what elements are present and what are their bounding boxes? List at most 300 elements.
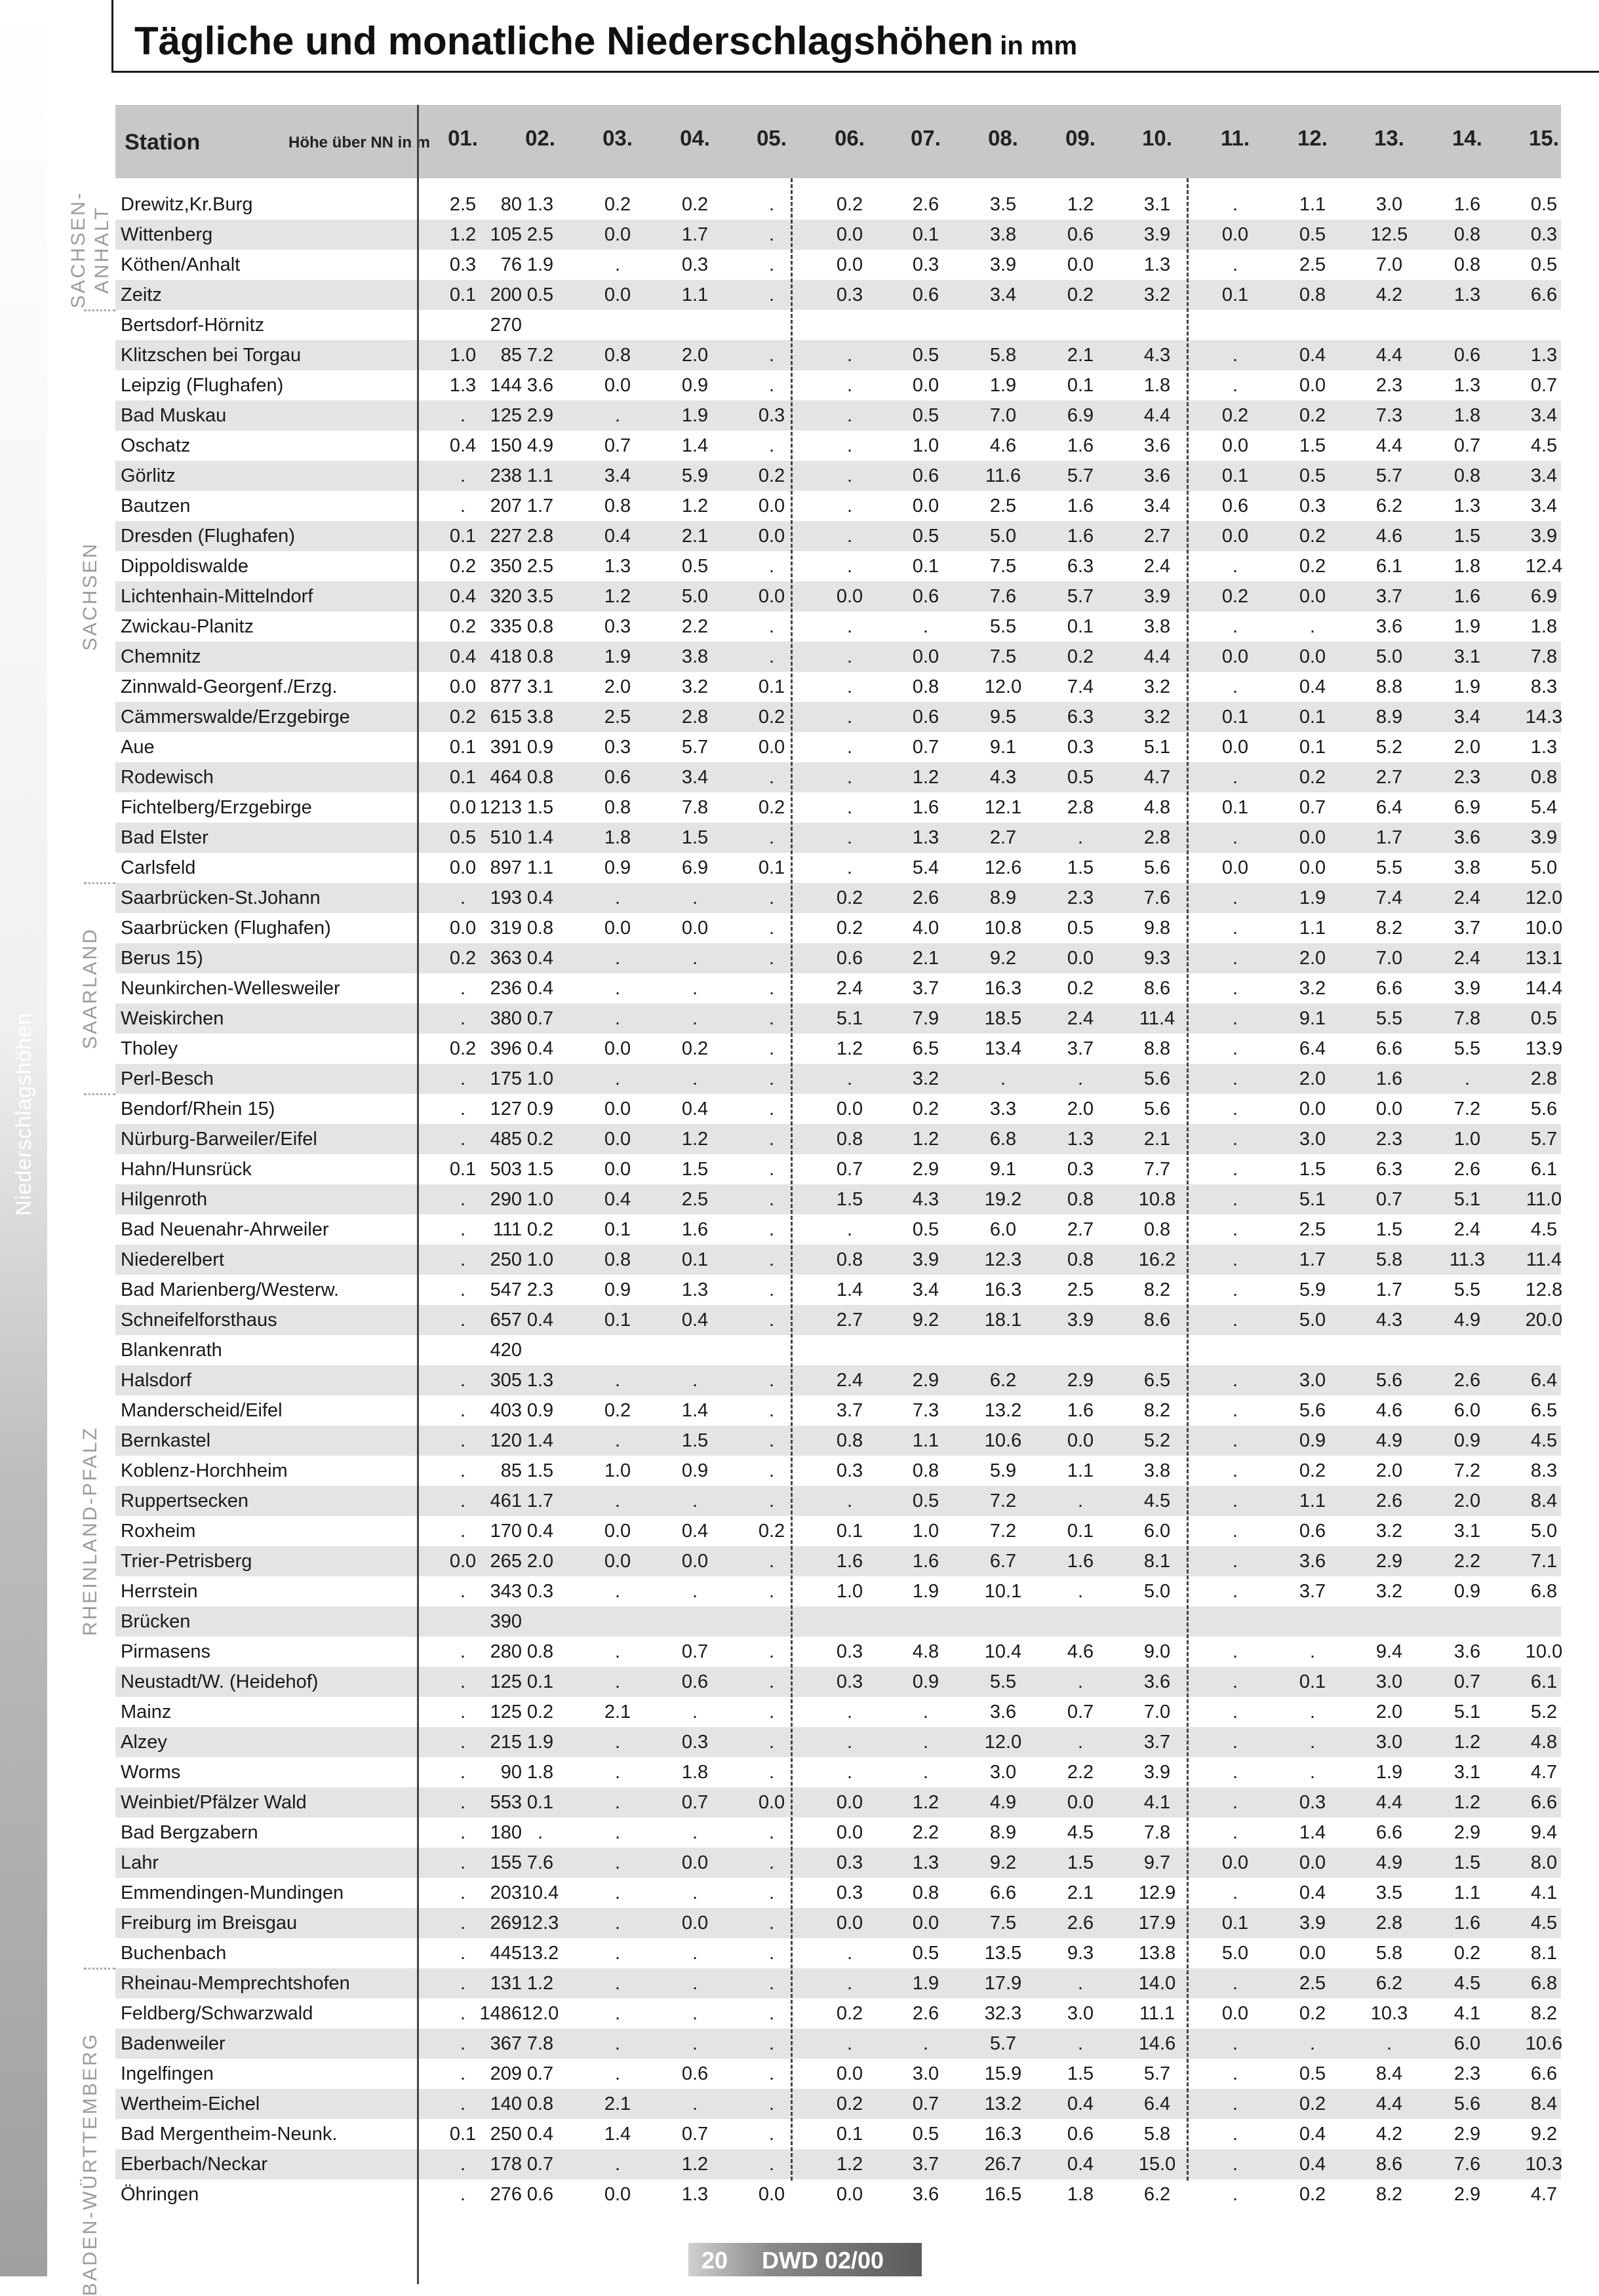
table-row xyxy=(115,431,1561,461)
table-row xyxy=(115,1456,1561,1486)
precip-cell-day-3: 1.9 xyxy=(604,646,631,667)
precip-cell-day-2: 0.7 xyxy=(526,2063,554,2084)
station-name: Köthen/Anhalt xyxy=(121,254,241,275)
precip-cell-day-2: 2.3 xyxy=(526,1279,554,1300)
precip-cell-day-8: 10.6 xyxy=(984,1430,1022,1451)
station-name: Bad Muskau xyxy=(121,405,227,426)
precip-cell-day-11: . xyxy=(1232,194,1238,215)
precip-cell-day-3: . xyxy=(614,948,621,969)
precip-cell-day-8: 7.0 xyxy=(989,405,1017,426)
precip-cell-day-8: 5.5 xyxy=(989,616,1017,637)
precip-cell-day-12: 2.5 xyxy=(1299,1973,1326,1994)
precip-cell-day-2: 1.4 xyxy=(526,1430,554,1451)
precip-cell-day-6: . xyxy=(846,556,853,577)
station-name: Brücken xyxy=(121,1611,191,1632)
precip-cell-day-1: 0.2 xyxy=(449,948,477,969)
precip-cell-day-15: 7.8 xyxy=(1530,646,1558,667)
precip-cell-day-12: 2.5 xyxy=(1299,254,1326,275)
precip-cell-day-5: . xyxy=(768,254,775,275)
precip-cell-day-5: . xyxy=(768,2093,775,2114)
precip-cell-day-14: 4.1 xyxy=(1453,2003,1481,2024)
precip-cell-day-10: 4.7 xyxy=(1143,767,1171,788)
precip-cell-day-10: 1.3 xyxy=(1143,254,1171,275)
precip-cell-day-14: 2.9 xyxy=(1453,2124,1481,2145)
precip-cell-day-12: 0.2 xyxy=(1299,1460,1326,1481)
precip-cell-day-9: 0.8 xyxy=(1067,1189,1094,1210)
table-row xyxy=(115,1245,1561,1275)
precip-cell-day-1: . xyxy=(460,1913,466,1934)
precip-cell-day-6: 1.6 xyxy=(836,1551,863,1572)
precip-cell-day-6: 0.2 xyxy=(836,2093,863,2114)
precip-cell-day-2: 0.2 xyxy=(526,1702,554,1722)
precip-cell-day-8: 17.9 xyxy=(984,1973,1022,1994)
precip-cell-day-13: 6.2 xyxy=(1375,1973,1403,1994)
precip-cell-day-9: 0.1 xyxy=(1067,1521,1094,1542)
precip-cell-day-7: 0.5 xyxy=(912,405,939,426)
precip-cell-day-1: . xyxy=(460,1370,466,1391)
precip-cell-day-3: 0.8 xyxy=(604,797,631,818)
precip-cell-day-4: 0.5 xyxy=(681,556,709,577)
precip-cell-day-7: 3.0 xyxy=(912,2063,939,2084)
precip-cell-day-13: 2.6 xyxy=(1375,1490,1403,1511)
precip-cell-day-7: 0.5 xyxy=(912,345,939,366)
station-name: Ruppertsecken xyxy=(121,1490,249,1511)
precip-cell-day-2: 3.5 xyxy=(526,586,554,607)
precip-cell-day-9: 2.6 xyxy=(1067,1913,1094,1934)
precip-cell-day-9: 0.0 xyxy=(1067,948,1094,969)
station-altitude: 125 xyxy=(490,405,522,426)
precip-cell-day-12: 0.2 xyxy=(1299,526,1326,547)
precip-cell-day-8: 16.3 xyxy=(984,2124,1022,2145)
precip-cell-day-13: 2.8 xyxy=(1375,1913,1403,1934)
state-label: SAARLAND xyxy=(79,927,101,1049)
precip-cell-day-6: 0.0 xyxy=(836,224,863,245)
pentad-divider-line-1 xyxy=(791,178,793,2181)
precip-cell-day-13: 2.0 xyxy=(1375,1460,1403,1481)
precip-cell-day-1: 0.0 xyxy=(449,1551,477,1572)
precip-cell-day-3: 2.5 xyxy=(604,707,631,728)
precip-cell-day-8: 6.0 xyxy=(989,1219,1017,1240)
precip-cell-day-13: 9.4 xyxy=(1375,1641,1403,1662)
station-altitude: 391 xyxy=(490,737,522,758)
precip-cell-day-12: 0.0 xyxy=(1299,1943,1326,1964)
precip-cell-day-6: 0.1 xyxy=(836,1521,863,1542)
precip-cell-day-7: 2.2 xyxy=(912,1822,939,1843)
precip-cell-day-5: . xyxy=(768,1913,775,1934)
precip-cell-day-2: 1.1 xyxy=(526,465,554,486)
precip-cell-day-6: 0.0 xyxy=(836,2063,863,2084)
precip-cell-day-2: 0.8 xyxy=(526,616,554,637)
precip-cell-day-8: 6.7 xyxy=(989,1551,1017,1572)
precip-cell-day-7: 5.4 xyxy=(912,857,939,878)
precip-cell-day-7: 0.5 xyxy=(912,1219,939,1240)
precip-cell-day-4: . xyxy=(692,948,698,969)
precip-cell-day-5: . xyxy=(768,194,775,215)
precip-cell-day-10: 11.1 xyxy=(1139,2003,1175,2024)
precip-cell-day-13: 4.2 xyxy=(1375,2124,1403,2145)
precip-cell-day-1: . xyxy=(460,1581,466,1602)
precip-cell-day-14: 3.1 xyxy=(1453,646,1481,667)
header-day-14: 14. xyxy=(1452,126,1482,150)
precip-cell-day-1: 0.1 xyxy=(449,737,477,758)
precip-cell-day-6: 0.0 xyxy=(836,254,863,275)
precip-cell-day-7: 0.6 xyxy=(912,707,939,728)
table-row xyxy=(115,280,1561,310)
precip-cell-day-1: . xyxy=(460,1521,466,1542)
station-name: Saarbrücken (Flughafen) xyxy=(121,918,331,939)
precip-cell-day-9: 0.0 xyxy=(1067,254,1094,275)
precip-cell-day-8: 7.6 xyxy=(989,586,1017,607)
precip-cell-day-3: 0.0 xyxy=(604,1159,631,1180)
precip-cell-day-14: 0.7 xyxy=(1453,435,1481,456)
precip-cell-day-6: 0.0 xyxy=(836,1792,863,1813)
precip-cell-day-7: 0.5 xyxy=(912,2124,939,2145)
precip-cell-day-3: 0.0 xyxy=(604,1129,631,1150)
precip-cell-day-10: 3.1 xyxy=(1143,194,1171,215)
precip-cell-day-9: 1.6 xyxy=(1067,526,1094,547)
precip-cell-day-2: 1.3 xyxy=(526,194,554,215)
precip-cell-day-2: 10.4 xyxy=(521,1882,559,1903)
precip-cell-day-7: 9.2 xyxy=(912,1310,939,1331)
precip-cell-day-10: 4.3 xyxy=(1143,345,1171,366)
precip-cell-day-12: 0.4 xyxy=(1299,676,1326,697)
precip-cell-day-14: 2.9 xyxy=(1453,1822,1481,1843)
precip-cell-day-13: 4.9 xyxy=(1375,1852,1403,1873)
table-row xyxy=(115,1034,1561,1064)
precip-cell-day-10: 13.8 xyxy=(1138,1943,1176,1964)
precip-cell-day-12: 0.4 xyxy=(1299,2154,1326,2175)
precip-cell-day-1: . xyxy=(460,2154,466,2175)
precip-cell-day-6: 0.2 xyxy=(836,194,863,215)
precip-cell-day-6: . xyxy=(846,676,853,697)
precip-cell-day-10: 3.9 xyxy=(1143,224,1171,245)
station-name: Dresden (Flughafen) xyxy=(121,526,295,547)
precip-cell-day-8: 5.7 xyxy=(989,2033,1017,2054)
precip-cell-day-11: 0.1 xyxy=(1221,797,1249,818)
precip-cell-day-6: 0.0 xyxy=(836,586,863,607)
precip-cell-day-11: 0.0 xyxy=(1221,1852,1249,1873)
precip-cell-day-12: 0.7 xyxy=(1299,797,1326,818)
precip-cell-day-5: . xyxy=(768,978,775,999)
precip-cell-day-13: 2.9 xyxy=(1375,1551,1403,1572)
precip-cell-day-13: 6.4 xyxy=(1375,797,1403,818)
table-row xyxy=(115,1667,1561,1697)
table-row xyxy=(115,1787,1561,1818)
table-row xyxy=(115,1757,1561,1787)
precip-cell-day-1: 0.4 xyxy=(449,646,477,667)
station-altitude: 897 xyxy=(490,857,522,878)
table-row xyxy=(115,551,1561,581)
station-name: Rheinau-Memprechtshofen xyxy=(121,1973,350,1994)
precip-cell-day-14: 0.8 xyxy=(1453,465,1481,486)
precip-cell-day-2: 1.2 xyxy=(526,1973,554,1994)
precip-cell-day-15: 5.6 xyxy=(1530,1099,1558,1119)
precip-cell-day-1: 0.5 xyxy=(449,827,477,848)
table-row xyxy=(115,1094,1561,1124)
precip-cell-day-10: 15.0 xyxy=(1138,2154,1176,2175)
precip-cell-day-8: 2.5 xyxy=(989,496,1017,516)
precip-cell-day-8: 9.5 xyxy=(989,707,1017,728)
precip-cell-day-7: 3.2 xyxy=(912,1068,939,1089)
precip-cell-day-4: . xyxy=(692,1370,698,1391)
station-altitude: 203 xyxy=(490,1882,522,1903)
precip-cell-day-6: 0.1 xyxy=(836,2124,863,2145)
precip-cell-day-15: 0.5 xyxy=(1530,194,1558,215)
precip-cell-day-2: 0.7 xyxy=(526,2154,554,2175)
precip-cell-day-9: 6.3 xyxy=(1067,556,1094,577)
precip-cell-day-13: 10.3 xyxy=(1370,2003,1408,2024)
precip-cell-day-15: 12.8 xyxy=(1525,1279,1563,1300)
precip-cell-day-12: 1.1 xyxy=(1299,918,1326,939)
precip-cell-day-3: . xyxy=(614,1792,621,1813)
precip-cell-day-11: 0.0 xyxy=(1221,2003,1249,2024)
precip-cell-day-4: 0.9 xyxy=(681,1460,709,1481)
precip-cell-day-3: 3.4 xyxy=(604,465,631,486)
precip-cell-day-15: 11.4 xyxy=(1526,1249,1562,1270)
precip-cell-day-7: . xyxy=(922,1732,929,1753)
precip-cell-day-1: 0.4 xyxy=(449,435,477,456)
precip-cell-day-11: . xyxy=(1232,1068,1238,1089)
precip-cell-day-12: 0.2 xyxy=(1299,2184,1326,2205)
precip-cell-day-1: . xyxy=(460,1129,466,1150)
precip-cell-day-6: . xyxy=(846,1702,853,1722)
state-separator xyxy=(84,882,115,884)
station-altitude: 464 xyxy=(490,767,522,788)
precip-cell-day-6: . xyxy=(846,827,853,848)
precip-cell-day-13: . xyxy=(1386,2033,1392,2054)
station-altitude: 250 xyxy=(490,2124,522,2145)
table-row xyxy=(115,1697,1561,1727)
precip-cell-day-9: 2.9 xyxy=(1067,1370,1094,1391)
station-altitude: 236 xyxy=(490,978,522,999)
precip-cell-day-15: 8.3 xyxy=(1530,676,1558,697)
precip-cell-day-10: 9.8 xyxy=(1143,918,1171,939)
precip-cell-day-6: . xyxy=(846,1732,853,1753)
station-altitude: 90 xyxy=(500,1762,522,1783)
precip-cell-day-12: 0.0 xyxy=(1299,586,1326,607)
precip-cell-day-7: 3.7 xyxy=(912,978,939,999)
precip-cell-day-1: . xyxy=(460,2033,466,2054)
precip-cell-day-13: 6.3 xyxy=(1375,1159,1403,1180)
precip-cell-day-13: 8.2 xyxy=(1375,918,1403,939)
precip-cell-day-2: 0.8 xyxy=(526,918,554,939)
precip-cell-day-15: 8.3 xyxy=(1530,1460,1558,1481)
station-altitude: 111 xyxy=(492,1219,522,1240)
precip-cell-day-15: 6.8 xyxy=(1530,1581,1558,1602)
precip-cell-day-6: 0.3 xyxy=(836,284,863,305)
precip-cell-day-3: 0.0 xyxy=(604,918,631,939)
precip-cell-day-2: 3.6 xyxy=(526,375,554,396)
precip-cell-day-14: 5.1 xyxy=(1453,1702,1481,1722)
station-altitude: 319 xyxy=(490,918,522,939)
precip-cell-day-11: . xyxy=(1232,1400,1238,1421)
precip-cell-day-6: 0.3 xyxy=(836,1641,863,1662)
precip-cell-day-11: . xyxy=(1232,1581,1238,1602)
station-name: Ingelfingen xyxy=(121,2063,214,2084)
station-name: Neunkirchen-Wellesweiler xyxy=(121,978,340,999)
precip-cell-day-12: . xyxy=(1309,1702,1316,1722)
precip-cell-day-15: 12.4 xyxy=(1525,556,1563,577)
precip-cell-day-6: . xyxy=(846,405,853,426)
precip-cell-day-11: . xyxy=(1232,254,1238,275)
precip-cell-day-6: 0.7 xyxy=(836,1159,863,1180)
precip-cell-day-9: 3.0 xyxy=(1067,2003,1094,2024)
precip-cell-day-2: 3.8 xyxy=(526,707,554,728)
precip-cell-day-2: 7.6 xyxy=(526,1852,554,1873)
precip-cell-day-7: 1.9 xyxy=(912,1973,939,1994)
precip-cell-day-13: 1.9 xyxy=(1375,1762,1403,1783)
station-name: Wittenberg xyxy=(121,224,213,245)
precip-cell-day-7: 7.3 xyxy=(912,1400,939,1421)
precip-cell-day-4: 0.6 xyxy=(681,1671,709,1692)
precip-cell-day-7: 0.5 xyxy=(912,526,939,547)
precip-cell-day-15: 0.7 xyxy=(1530,375,1558,396)
precip-cell-day-9: 1.6 xyxy=(1067,1400,1094,1421)
precip-cell-day-14: 1.6 xyxy=(1453,194,1481,215)
station-altitude: 250 xyxy=(490,1249,522,1270)
table-row xyxy=(115,2029,1561,2059)
precip-cell-day-13: 1.7 xyxy=(1375,1279,1403,1300)
station-altitude: 85 xyxy=(500,345,522,366)
precip-cell-day-11: . xyxy=(1232,1460,1238,1481)
precip-cell-day-3: 0.0 xyxy=(604,1521,631,1542)
precip-cell-day-3: 0.6 xyxy=(604,767,631,788)
precip-cell-day-15: 0.3 xyxy=(1530,224,1558,245)
precip-cell-day-6: 0.3 xyxy=(836,1882,863,1903)
precip-cell-day-1: . xyxy=(460,1249,466,1270)
precip-cell-day-4: 0.2 xyxy=(681,1038,709,1059)
precip-cell-day-8: 5.5 xyxy=(989,1671,1017,1692)
precip-cell-day-10: 8.6 xyxy=(1143,1310,1171,1331)
precip-cell-day-13: 2.3 xyxy=(1375,1129,1403,1150)
station-name: Schneifelforsthaus xyxy=(121,1310,277,1331)
precip-cell-day-8: 1.9 xyxy=(989,375,1017,396)
precip-cell-day-10: 0.8 xyxy=(1143,1219,1171,1240)
precip-cell-day-4: . xyxy=(692,2003,698,2024)
station-altitude: 390 xyxy=(490,1611,522,1632)
precip-cell-day-7: 0.9 xyxy=(912,1671,939,1692)
station-name: Oschatz xyxy=(121,435,191,456)
station-name: Hilgenroth xyxy=(121,1189,208,1210)
precip-cell-day-9: . xyxy=(1077,1732,1084,1753)
table-row xyxy=(115,2089,1561,2119)
precip-cell-day-6: . xyxy=(846,375,853,396)
precip-cell-day-13: 8.8 xyxy=(1375,676,1403,697)
precip-cell-day-8: 10.1 xyxy=(984,1581,1022,1602)
precip-cell-day-15: 4.7 xyxy=(1530,1762,1558,1783)
precip-cell-day-2: 2.5 xyxy=(526,224,554,245)
precip-cell-day-11: . xyxy=(1232,1973,1238,1994)
page-title-unit: in mm xyxy=(1000,31,1078,60)
precip-cell-day-11: . xyxy=(1232,1249,1238,1270)
precip-cell-day-4: . xyxy=(692,2093,698,2114)
precip-cell-day-2: 1.8 xyxy=(526,1762,554,1783)
precip-cell-day-9: 0.1 xyxy=(1067,375,1094,396)
precip-cell-day-11: 5.0 xyxy=(1221,1943,1249,1964)
precip-cell-day-6: 0.2 xyxy=(836,2003,863,2024)
precip-cell-day-12: 0.4 xyxy=(1299,1882,1326,1903)
precip-cell-day-6: . xyxy=(846,1973,853,1994)
precip-cell-day-1: 0.1 xyxy=(449,284,477,305)
precip-cell-day-13: 4.2 xyxy=(1375,284,1403,305)
precip-cell-day-3: . xyxy=(614,1671,621,1692)
table-row xyxy=(115,1516,1561,1546)
precip-cell-day-12: 5.6 xyxy=(1299,1400,1326,1421)
precip-cell-day-14: 2.6 xyxy=(1453,1370,1481,1391)
precip-cell-day-14: 5.6 xyxy=(1453,2093,1481,2114)
precip-cell-day-12: 1.1 xyxy=(1299,194,1326,215)
precip-cell-day-12: 9.1 xyxy=(1299,1008,1326,1029)
station-altitude: 1486 xyxy=(479,2003,522,2024)
station-altitude: 144 xyxy=(490,375,522,396)
precip-cell-day-13: 7.3 xyxy=(1375,405,1403,426)
precip-cell-day-10: 3.2 xyxy=(1143,676,1171,697)
precip-cell-day-7: 1.1 xyxy=(912,1430,939,1451)
header-day-2: 02. xyxy=(525,126,555,150)
precip-cell-day-7: 0.0 xyxy=(912,496,939,516)
station-name: Freiburg im Breisgau xyxy=(121,1913,298,1934)
precip-cell-day-14: 3.4 xyxy=(1453,707,1481,728)
precip-cell-day-3: 0.9 xyxy=(604,857,631,878)
precip-cell-day-7: 0.5 xyxy=(912,1490,939,1511)
precip-cell-day-1: . xyxy=(460,1490,466,1511)
precip-cell-day-8: 5.8 xyxy=(989,345,1017,366)
precip-cell-day-3: 2.1 xyxy=(604,1702,631,1722)
precip-cell-day-4: . xyxy=(692,1581,698,1602)
precip-cell-day-12: 0.5 xyxy=(1299,2063,1326,2084)
precip-cell-day-6: . xyxy=(846,797,853,818)
precip-cell-day-7: 1.2 xyxy=(912,767,939,788)
precip-cell-day-5: . xyxy=(768,1189,775,1210)
precip-cell-day-1: . xyxy=(460,1762,466,1783)
precip-cell-day-5: . xyxy=(768,345,775,366)
precip-cell-day-13: 4.3 xyxy=(1375,1310,1403,1331)
station-name: Pirmasens xyxy=(121,1641,210,1662)
table-row xyxy=(115,1848,1561,1878)
precip-cell-day-15: 1.3 xyxy=(1530,345,1558,366)
station-altitude: 120 xyxy=(490,1430,522,1451)
precip-cell-day-1: . xyxy=(460,1219,466,1240)
station-name: Perl-Besch xyxy=(121,1068,214,1089)
precip-cell-day-10: 14.0 xyxy=(1138,1973,1176,1994)
station-altitude: 445 xyxy=(490,1943,522,1964)
precip-cell-day-4: 2.5 xyxy=(681,1189,709,1210)
precip-cell-day-14: 1.3 xyxy=(1453,284,1481,305)
precip-cell-day-9: 0.2 xyxy=(1067,284,1094,305)
precip-cell-day-3: 0.8 xyxy=(604,345,631,366)
precip-cell-day-8: 13.4 xyxy=(984,1038,1022,1059)
precip-cell-day-1: . xyxy=(460,405,466,426)
precip-cell-day-11: . xyxy=(1232,1008,1238,1029)
precip-cell-day-12: 2.5 xyxy=(1299,1219,1326,1240)
station-altitude: 269 xyxy=(490,1913,522,1934)
precip-cell-day-6: . xyxy=(846,1219,853,1240)
precip-cell-day-5: . xyxy=(768,1973,775,1994)
precip-cell-day-9: 2.4 xyxy=(1067,1008,1094,1029)
precip-cell-day-9: 7.4 xyxy=(1067,676,1094,697)
table-row xyxy=(115,1998,1561,2029)
precip-cell-day-9: 9.3 xyxy=(1067,1943,1094,1964)
state-label: BADEN-WÜRTTEMBERG xyxy=(79,2032,101,2296)
precip-cell-day-13: 3.0 xyxy=(1375,1732,1403,1753)
precip-cell-day-15: 10.3 xyxy=(1525,2154,1563,2175)
precip-cell-day-14: 4.9 xyxy=(1453,1310,1481,1331)
precip-cell-day-5: . xyxy=(768,1762,775,1783)
precip-cell-day-12: 3.9 xyxy=(1299,1913,1326,1934)
precip-cell-day-6: 3.7 xyxy=(836,1400,863,1421)
precip-cell-day-5: . xyxy=(768,556,775,577)
table-row xyxy=(115,189,1561,220)
